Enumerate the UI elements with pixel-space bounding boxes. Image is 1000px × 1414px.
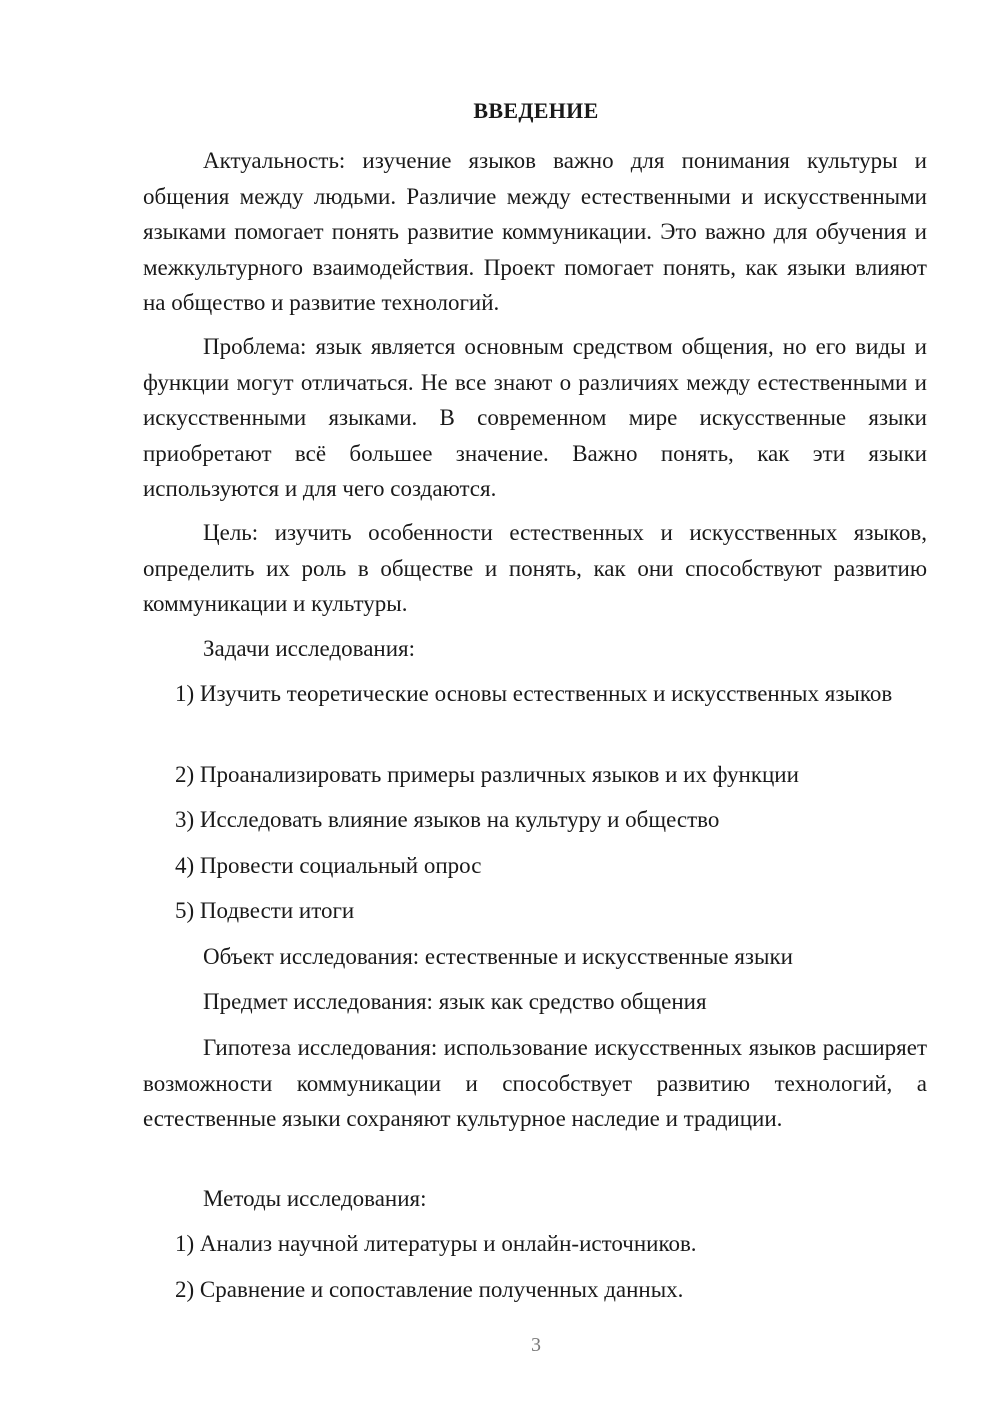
method-item-1-block: [143, 1226, 927, 1262]
tasks-heading: Задачи исследования:: [203, 636, 416, 661]
hypothesis-block: [143, 1030, 927, 1137]
relevance-paragraph-block: [143, 143, 927, 321]
subject-block: [143, 984, 927, 1020]
problem-paragraph-block: [143, 329, 927, 507]
relevance-paragraph: Актуальность: изучение языков важно для понимания культуры и общения между людьми. Различие между естественными и искусственными языками помогает понять развитие коммуникации. Это важно для обучения и межкультурного взаимодействия. Проект помогает понять, как языки влияют на общество и развитие технологий.: [143, 148, 927, 315]
method-item: 1) Анализ научной литературы и онлайн-источников.: [175, 1231, 697, 1256]
task-item: 3) Исследовать влияние языков на культуру и общество: [175, 807, 720, 832]
task-item: 2) Проанализировать примеры различных языков и их функции: [175, 762, 799, 787]
research-subject: Предмет исследования: язык как средство общения: [203, 989, 707, 1014]
page-number: 3: [531, 1334, 541, 1356]
task-item: 5) Подвести итоги: [175, 898, 355, 923]
method-item-2-block: [143, 1272, 927, 1308]
methods-heading: Методы исследования:: [203, 1186, 427, 1211]
task-item: 1) Изучить теоретические основы естественных и искусственных языков: [175, 681, 893, 706]
task-item-5-block: [143, 893, 927, 929]
page-title: ВВЕДЕНИЕ: [473, 98, 599, 123]
hypothesis-paragraph: Гипотеза исследования: использование искусственных языков расширяет возможности коммуникации и способствует развитию технологий, а естественные языки сохраняют культурное наследие и традиции.: [143, 1035, 927, 1131]
task-item-3-block: [143, 802, 927, 838]
object-block: [143, 939, 927, 975]
task-item-2-block: [143, 757, 927, 793]
method-item: 2) Сравнение и сопоставление полученных данных.: [175, 1277, 684, 1302]
methods-heading-block: [143, 1181, 927, 1217]
goal-paragraph: Цель: изучить особенности естественных и искусственных языков, определить их роль в обществе и понять, как они способствуют развитию коммуникации и культуры.: [143, 520, 927, 616]
problem-paragraph: Проблема: язык является основным средством общения, но его виды и функции могут отличаться. Не все знают о различиях между естественными и искусственными языками. В современном мире искусственные языки приобретают всё большее значение. Важно понять, как эти языки используются и для чего создаются.: [143, 334, 927, 501]
task-item: 4) Провести социальный опрос: [175, 853, 482, 878]
task-item-1-block: [143, 676, 927, 712]
research-object: Объект исследования: естественные и искусственные языки: [203, 944, 793, 969]
goal-paragraph-block: [143, 515, 927, 622]
tasks-heading-block: [143, 631, 927, 667]
task-item-4-block: [143, 848, 927, 884]
